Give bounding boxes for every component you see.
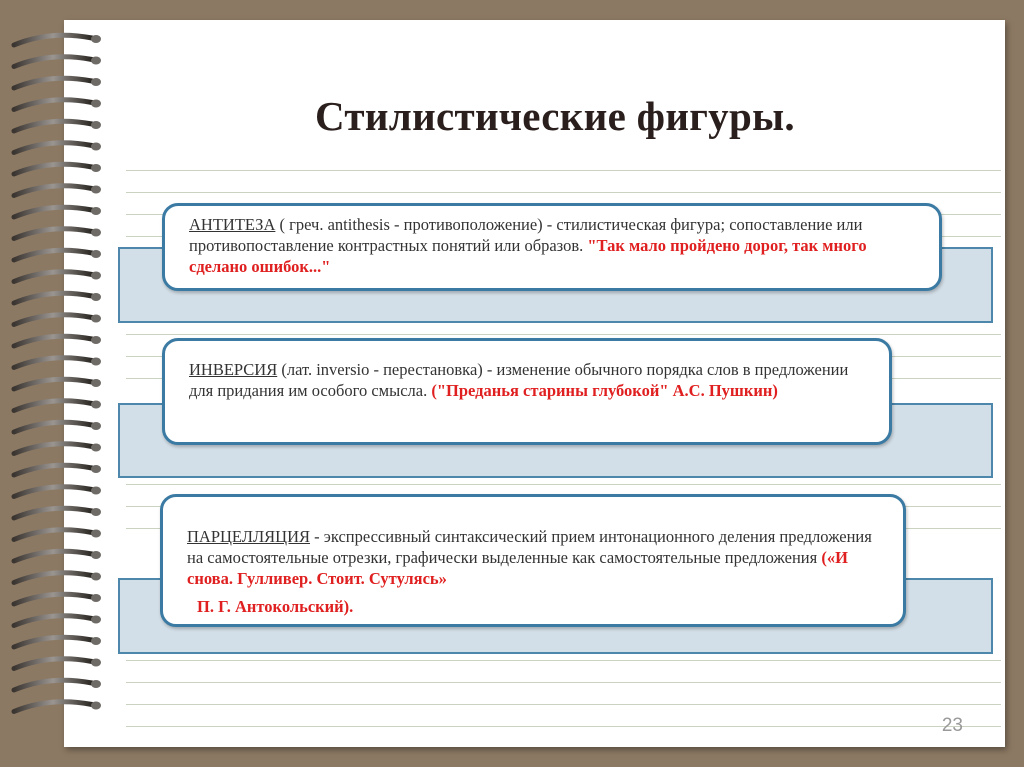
spiral-coil — [14, 508, 92, 518]
binding-hole — [91, 444, 101, 452]
example-quote: («И снова. Гулливер. Стоит. Сутулясь» — [187, 548, 848, 588]
binding-hole — [91, 551, 101, 559]
binding-hole — [91, 530, 101, 538]
spiral-coil — [14, 594, 92, 604]
binding-hole — [91, 702, 101, 710]
example-quote: "Так мало пройдено дорог, так много сделано ошибок..." — [189, 236, 867, 276]
binding-hole — [91, 637, 101, 645]
binding-hole — [91, 594, 101, 602]
page-rule — [126, 726, 1001, 727]
spiral-coil — [14, 143, 92, 153]
binding-hole — [91, 35, 101, 43]
page-rule — [126, 704, 1001, 705]
term-label: ИНВЕРСИЯ — [189, 360, 278, 379]
page-rule — [126, 660, 1001, 661]
spiral-coil — [14, 487, 92, 497]
binding-hole — [91, 616, 101, 624]
spiral-coil — [14, 401, 92, 411]
example-quote: ("Преданья старины глубокой" А.С. Пушкин) — [431, 381, 778, 400]
page-rule — [126, 170, 1001, 171]
spiral-coil — [14, 573, 92, 583]
binding-hole — [91, 164, 101, 172]
spiral-coil — [14, 78, 92, 88]
binding-hole — [91, 659, 101, 667]
spiral-coil — [14, 57, 92, 67]
example-author: П. Г. Антокольский). — [197, 597, 354, 616]
spiral-coil — [14, 272, 92, 282]
spiral-coil — [14, 530, 92, 540]
spiral-coil — [14, 637, 92, 647]
spiral-coil — [14, 315, 92, 325]
parcellation-card — [160, 494, 906, 627]
binding-hole — [91, 57, 101, 65]
binding-hole — [91, 336, 101, 344]
spiral-coil — [14, 293, 92, 303]
binding-hole — [91, 680, 101, 688]
binding-hole — [91, 379, 101, 387]
spiral-coil — [14, 616, 92, 626]
antithesis-card — [162, 203, 942, 291]
binding-hole — [91, 358, 101, 366]
page-rule — [126, 334, 1001, 335]
binding-hole — [91, 465, 101, 473]
definition-text: (лат. inversio - перестановка) - изменение обычного порядка слов в предложении для придания им особого смысла. — [189, 360, 849, 400]
binding-hole — [91, 250, 101, 258]
spiral-coil — [14, 379, 92, 389]
binding-hole — [91, 78, 101, 86]
spiral-coil — [14, 164, 92, 174]
term-label: АНТИТЕЗА — [189, 215, 276, 234]
spiral-coil — [14, 35, 92, 45]
spiral-coil — [14, 444, 92, 454]
inversion-card — [162, 338, 892, 445]
binding-hole — [91, 315, 101, 323]
spiral-coil — [14, 186, 92, 196]
binding-hole — [91, 401, 101, 409]
spiral-coil — [14, 551, 92, 561]
page-rule — [126, 682, 1001, 683]
spiral-coil — [14, 680, 92, 690]
spiral-coil — [14, 465, 92, 475]
spiral-coil — [14, 702, 92, 712]
binding-hole — [91, 422, 101, 430]
spiral-coil — [14, 229, 92, 239]
spiral-coil — [14, 422, 92, 432]
binding-hole — [91, 229, 101, 237]
spiral-coil — [14, 207, 92, 217]
spiral-coil — [14, 250, 92, 260]
definition-text: - экспрессивный синтаксический прием интонационного деления предложения на самостоятельные отрезки, графически выделенные как самостоятельные предложения — [187, 527, 872, 567]
page-number: 23 — [941, 715, 963, 736]
spiral-coil — [14, 358, 92, 368]
page-rule — [126, 192, 1001, 193]
binding-hole — [91, 293, 101, 301]
binding-hole — [91, 186, 101, 194]
slide-title: Стилистические фигуры. — [315, 93, 795, 139]
spiral-coil — [14, 659, 92, 669]
term-label: ПАРЦЕЛЛЯЦИЯ — [187, 527, 311, 546]
binding-hole — [91, 143, 101, 151]
binding-hole — [91, 207, 101, 215]
binding-hole — [91, 573, 101, 581]
page-rule — [126, 484, 1001, 485]
spiral-coil — [14, 336, 92, 346]
binding-hole — [91, 487, 101, 495]
definition-text: ( греч. antithesis - противоположение) - стилистическая фигура; сопоставление или противопоставление контрастных понятий или образов. — [189, 215, 863, 255]
binding-hole — [91, 508, 101, 516]
binding-hole — [91, 272, 101, 280]
